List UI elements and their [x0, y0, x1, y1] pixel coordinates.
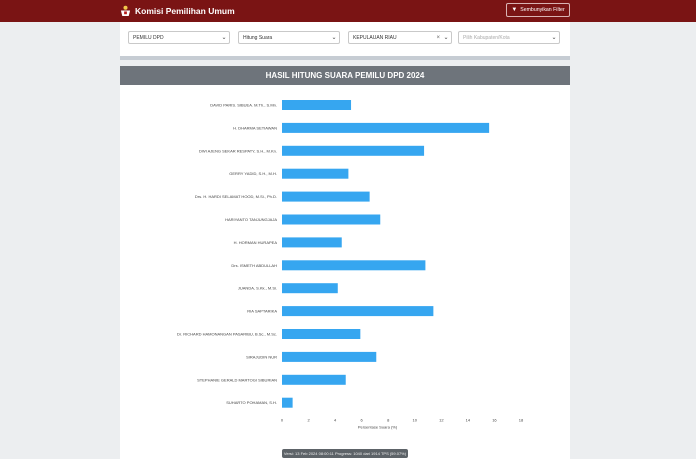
category-label: DAVID PARIS. SIBUEA. M.Th., S.Mn.: [210, 102, 277, 108]
app-title: Komisi Pemilihan Umum: [135, 6, 235, 16]
filter-icon: ▼: [511, 7, 518, 13]
progress-status-badge: Versi: 13 Feb 2024 08:00:11 Progress: 1040 dari 1914 TPS (59.07%): [283, 451, 407, 456]
x-tick-label: 12: [439, 417, 444, 423]
category-label: RIA SAPTARIKA: [247, 308, 277, 314]
category-label: Dr. RICHARD HAMONANGAN PASARIBU, B.Sc., M.Sc.: [177, 331, 277, 337]
x-tick-label: 6: [360, 417, 363, 423]
category-label: SUHARTO POHAMAN, S.H.: [226, 400, 277, 406]
regency-select[interactable]: [458, 31, 560, 44]
results-panel: [120, 66, 570, 459]
category-label: SIRAJUDIN NUR: [246, 354, 277, 360]
chevron-down-icon: ⌄: [443, 35, 449, 41]
x-tick-label: 8: [387, 417, 390, 423]
x-tick-label: 0: [280, 417, 284, 423]
category-label: DWI AJENG SEKAR RESPATY, S.H., M.Kn.: [198, 148, 277, 154]
election-type-value: PEMILU DPD: [133, 34, 164, 41]
x-tick-label: 10: [412, 417, 418, 423]
category-label: GERRY YADID, S.H., M.H.: [229, 171, 277, 177]
category-label: STEPHANIE GERALD MARTOGI SIBURIAN: [197, 377, 277, 383]
filter-bar: [120, 22, 570, 60]
brand[interactable]: [120, 3, 235, 19]
category-label: JUANDA, S.Kk., M.Si.: [237, 285, 277, 291]
category-label: Drs. ISMETH ABDULLAH: [231, 262, 277, 268]
election-type-select[interactable]: [128, 31, 230, 44]
top-navbar: [0, 0, 696, 22]
clear-icon[interactable]: ×: [436, 34, 440, 41]
kpu-logo-icon: [120, 5, 131, 17]
count-type-select[interactable]: [238, 31, 340, 44]
count-type-value: Hitung Suara: [243, 34, 273, 41]
chevron-down-icon: ⌄: [331, 35, 337, 41]
category-label: H. HORMAN HURAPEA: [233, 239, 277, 245]
category-label: Drs. H. HARDI SELAMAT HOOD, M.Si., Ph.D.: [194, 194, 277, 200]
filter-divider: [120, 56, 570, 60]
hide-filter-button[interactable]: [506, 3, 570, 17]
hide-filter-label: Sembunyikan Filter: [520, 7, 565, 13]
regency-placeholder: Pilih Kabupaten/Kota: [463, 34, 510, 41]
chevron-down-icon: ⌄: [221, 35, 227, 41]
x-tick-label: 16: [492, 417, 497, 423]
x-tick-label: 2: [307, 417, 310, 423]
province-select[interactable]: [348, 31, 452, 44]
chevron-down-icon: ⌄: [551, 35, 557, 41]
category-label: HARIYANTO TANJUNGJAJA: [225, 217, 277, 222]
x-tick-label: 18: [518, 417, 524, 423]
x-axis-title: Persentase Suara (%): [357, 424, 398, 430]
province-value: KEPULAUAN RIAU: [353, 34, 397, 41]
category-label: H. DHARMA SETIAWAN: [233, 125, 277, 131]
x-tick-label: 4: [333, 417, 337, 423]
panel-title: HASIL HITUNG SUARA PEMILU DPD 2024: [120, 66, 570, 85]
x-tick-label: 14: [465, 417, 471, 423]
